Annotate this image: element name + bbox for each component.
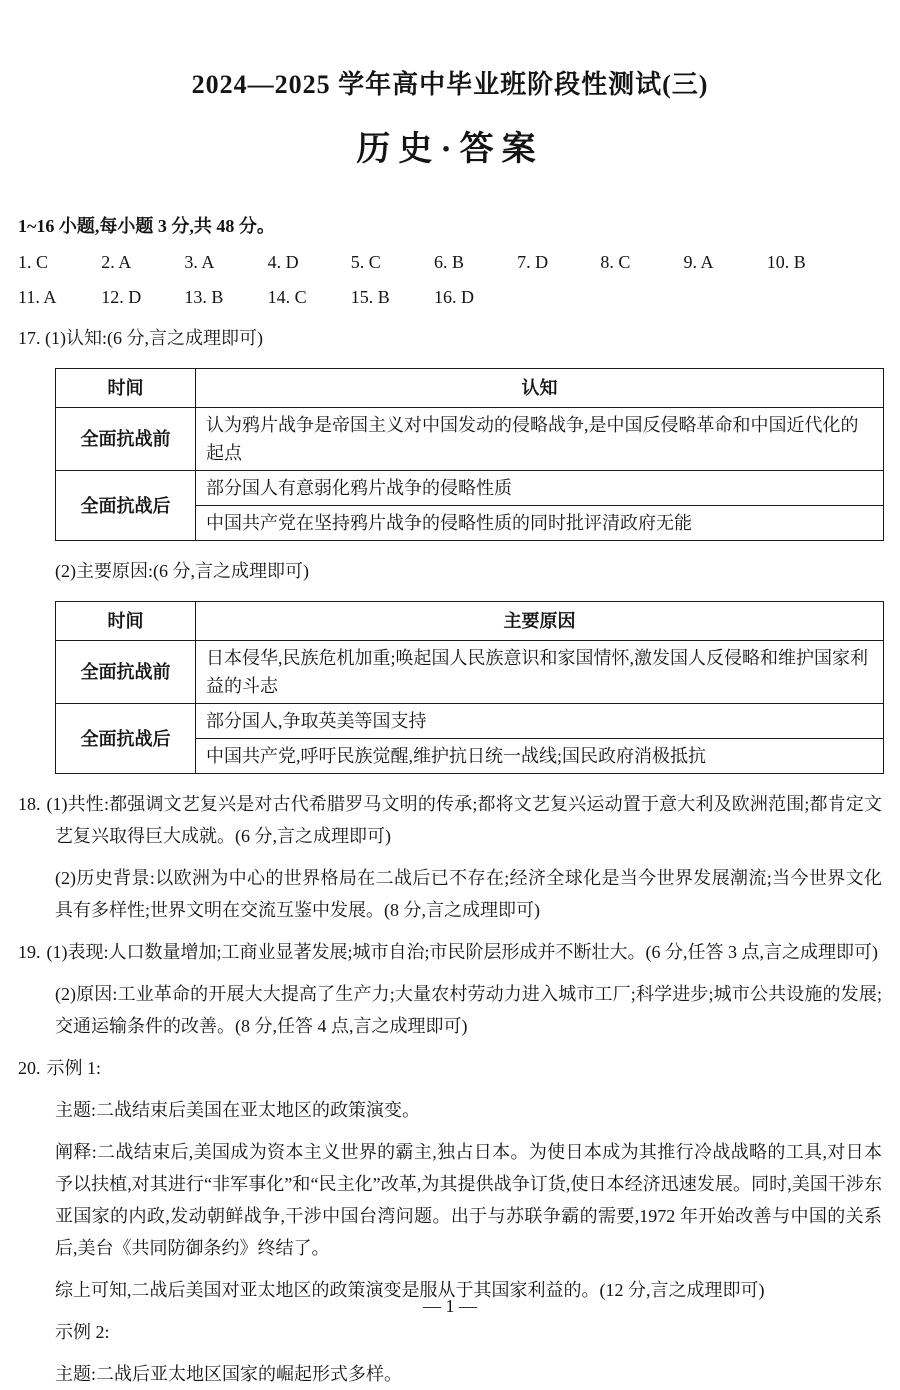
multiple-choice-intro: 1~16 小题,每小题 3 分,共 48 分。 <box>18 216 275 236</box>
answer-item: 7. D <box>517 252 549 272</box>
answer-item: 9. A <box>683 252 714 272</box>
q17-table-2 <box>55 601 884 774</box>
question-number: 20. <box>18 1058 41 1078</box>
table-cell-time: 全面抗战前 <box>56 641 196 704</box>
answer-item: 1. C <box>18 252 49 272</box>
answer-text: (2)历史背景:以欧洲为中心的世界格局在二战后已不存在;经济全球化是当今世界发展潮流;当今世界文化具有多样性;世界文明在交流互鉴中发展。(8 分,言之成理即可) <box>55 868 882 920</box>
table-row <box>56 471 884 506</box>
table-cell-text: 日本侵华,民族危机加重;唤起国人民族意识和家国情怀,激发国人反侵略和维护国家利益的斗志 <box>196 641 884 704</box>
q19-part1 <box>18 936 882 968</box>
answer-text: 综上可知,二战后美国对亚太地区的政策演变是服从于其国家利益的。(12 分,言之成理即可) <box>55 1280 765 1300</box>
answer-item: 15. B <box>350 287 390 307</box>
table-header-cognition: 认知 <box>196 369 884 408</box>
q18-part2 <box>18 862 882 926</box>
table-header-time: 时间 <box>56 369 196 408</box>
q17-table-1 <box>55 368 884 541</box>
q20-explain1 <box>18 1136 882 1264</box>
answer-text: (1)共性:都强调文艺复兴是对古代希腊罗马文明的传承;都将文艺复兴运动置于意大利及欧洲范围;都肯定文艺复兴取得巨大成就。(6 分,言之成理即可) <box>46 794 882 846</box>
page-number: — 1 — <box>423 1296 477 1316</box>
table-cell-time: 全面抗战后 <box>56 704 196 774</box>
answer-text: 主题:二战后亚太地区国家的崛起形式多样。 <box>55 1364 402 1384</box>
subject-answer-title: 历史·答案 <box>356 131 544 168</box>
q20-example2-label <box>18 1316 882 1348</box>
q19-part2 <box>18 978 882 1042</box>
answer-item: 5. C <box>350 252 381 272</box>
table-cell-time: 全面抗战后 <box>56 471 196 541</box>
answer-item: 16. D <box>433 287 474 307</box>
answer-row-2 <box>18 287 882 308</box>
example-label: 示例 2: <box>55 1322 110 1342</box>
answer-item: 4. D <box>267 252 299 272</box>
table-cell-text: 中国共产党在坚持鸦片战争的侵略性质的同时批评清政府无能 <box>196 506 884 541</box>
answer-item: 8. C <box>600 252 631 272</box>
q17-part2-label: (2)主要原因:(6 分,言之成理即可) <box>55 561 309 581</box>
table-header-row <box>56 369 884 408</box>
table-cell-text: 认为鸦片战争是帝国主义对中国发动的侵略战争,是中国反侵略革命和中国近代化的起点 <box>196 408 884 471</box>
table-cell-text: 部分国人有意弱化鸦片战争的侵略性质 <box>196 471 884 506</box>
answer-item: 13. B <box>184 287 224 307</box>
table-cell-text: 中国共产党,呼吁民族觉醒,维护抗日统一战线;国民政府消极抵抗 <box>196 739 884 774</box>
q20-theme2 <box>18 1358 882 1390</box>
answer-text: 阐释:二战结束后,美国成为资本主义世界的霸主,独占日本。为使日本成为其推行冷战战略的工具,对日本予以扶植,对其进行“非军事化”和“民主化”改革,为其提供战争订货,使日本经济迅速发展。同时,美国干涉东亚国家的内政,发动朝鲜战争,干涉中国台湾问题。出于与苏联争霸的需要,1972 年开始改善与中国的关系后,美台《共同防御条约》终结了。 <box>55 1142 882 1258</box>
q17-part1-label: 17. (1)认知:(6 分,言之成理即可) <box>18 328 263 348</box>
answer-text: (2)原因:工业革命的开展大大提高了生产力;大量农村劳动力进入城市工厂;科学进步;城市公共设施的发展;交通运输条件的改善。(8 分,任答 4 点,言之成理即可) <box>55 984 882 1036</box>
table-cell-time: 全面抗战前 <box>56 408 196 471</box>
answer-item: 11. A <box>18 287 57 307</box>
answer-row-1 <box>18 252 882 273</box>
question-number: 18. <box>18 794 41 814</box>
table-row <box>56 641 884 704</box>
answer-item: 6. B <box>433 252 464 272</box>
question-number: 19. <box>18 942 41 962</box>
q18-part1 <box>18 788 882 852</box>
q20-example1-label <box>18 1052 882 1084</box>
answer-text: 主题:二战结束后美国在亚太地区的政策演变。 <box>55 1100 420 1120</box>
table-header-reason: 主要原因 <box>196 602 884 641</box>
table-header-row <box>56 602 884 641</box>
table-row <box>56 408 884 471</box>
example-label: 示例 1: <box>46 1058 102 1078</box>
exam-title: 2024—2025 学年高中毕业班阶段性测试(三) <box>191 70 709 99</box>
q20-theme1 <box>18 1094 882 1126</box>
answer-item: 12. D <box>101 287 142 307</box>
answer-item: 3. A <box>184 252 215 272</box>
table-header-time: 时间 <box>56 602 196 641</box>
answer-item: 10. B <box>766 252 806 272</box>
table-row <box>56 704 884 739</box>
answer-item: 2. A <box>101 252 132 272</box>
table-cell-text: 部分国人,争取英美等国支持 <box>196 704 884 739</box>
answer-text: (1)表现:人口数量增加;工商业显著发展;城市自治;市民阶层形成并不断壮大。(6 分,任答 3 点,言之成理即可) <box>46 942 878 962</box>
answer-item: 14. C <box>267 287 307 307</box>
